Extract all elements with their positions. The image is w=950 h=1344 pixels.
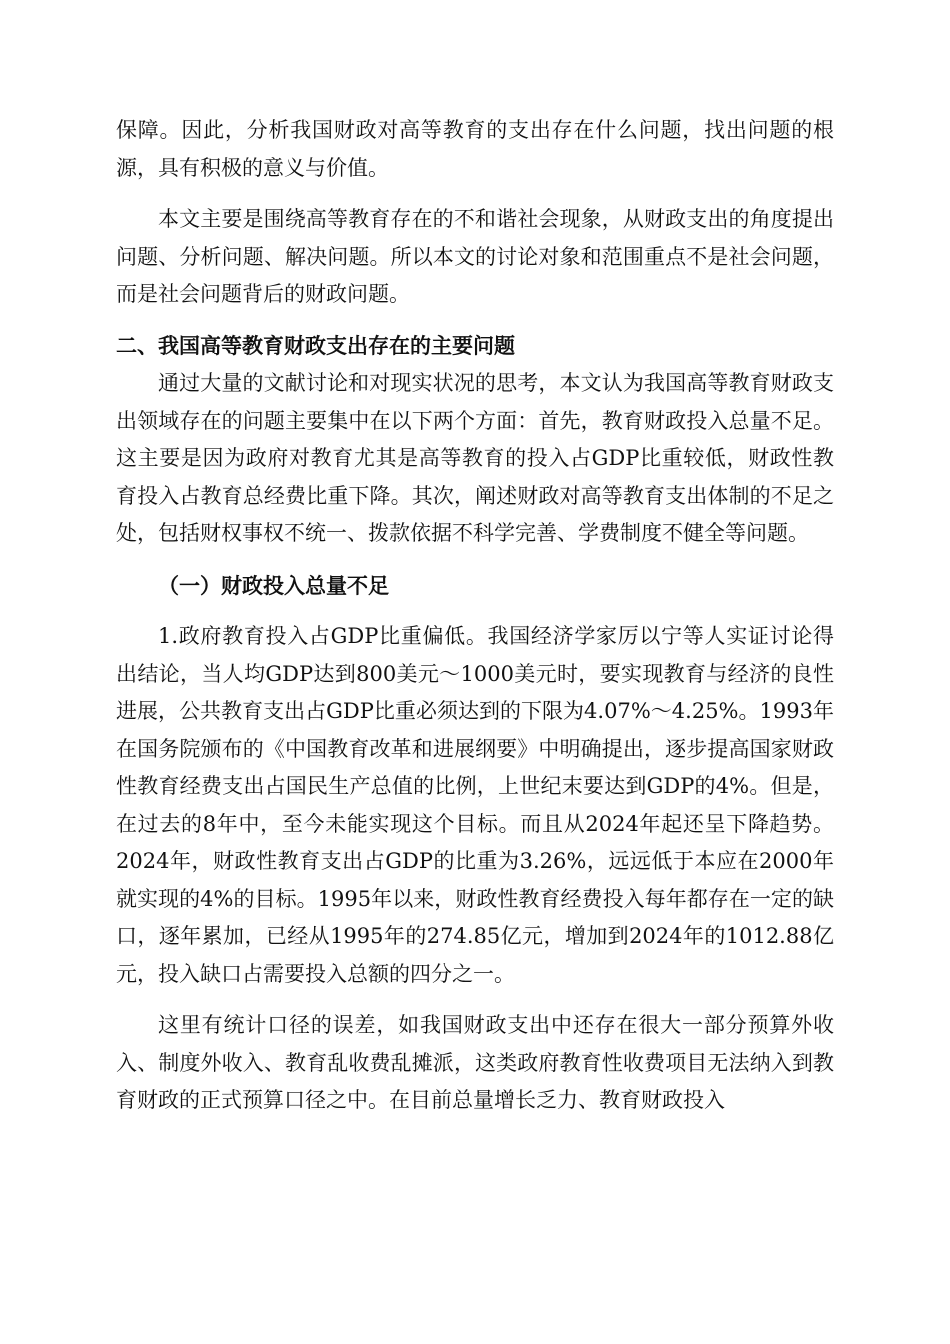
subsection-heading-1: （一）财政投入总量不足 [158,572,389,598]
paragraph-intro-end: 保障。因此，分析我国财政对高等教育的支出存在什么问题，找出问题的根源，具有积极的意义与价值。 [116,118,834,180]
paragraph-gdp-ratio: 1.政府教育投入占GDP比重偏低。我国经济学家厉以宁等人实证讨论得出结论，当人均GDP达到800美元～1000美元时，要实现教育与经济的良性进展，公共教育支出占GDP比重必须达到的下限为4.07%～4.25%。1993年在国务院颁布的《中国教育改革和进展纲要》中明确提出，逐步提高国家财政性教育经费支出占国民生产总值的比例，上世纪末要达到GDP的4%。但是，在过去的8年中，至今未能实现这个目标。而且从2024年起还呈下降趋势。2024年，财政性教育支出占GDP的比重为3.26%，远远低于本应在2000年就实现的4%的目标。1995年以来，财政性教育经费投入每年都存在一定的缺口，逐年累加，已经从1995年的274.85亿元，增加到2024年的1012.88亿元，投入缺口占需要投入总额的四分之一。 [116,624,834,986]
section-heading-2: 二、我国高等教育财政支出存在的主要问题 [116,333,515,358]
paragraph-main-problems: 通过大量的文献讨论和对现实状况的思考，本文认为我国高等教育财政支出领域存在的问题主要集中在以下两个方面：首先，教育财政投入总量不足。这主要是因为政府对教育尤其是高等教育的投入占GDP比重较低，财政性教育投入占教育总经费比重下降。其次，阐述财政对高等教育支出体制的不足之处，包括财权事权不统一、拨款依据不科学完善、学费制度不健全等问题。 [116,371,834,545]
paragraph-statistical-caliber: 这里有统计口径的误差，如我国财政支出中还存在很大一部分预算外收入、制度外收入、教育乱收费乱摊派，这类政府教育性收费项目无法纳入到教育财政的正式预算口径之中。在目前总量增长乏力、教育财政投入 [116,1013,834,1112]
paragraph-scope: 本文主要是围绕高等教育存在的不和谐社会现象，从财政支出的角度提出问题、分析问题、解决问题。所以本文的讨论对象和范围重点不是社会问题，而是社会问题背后的财政问题。 [116,207,834,306]
document-page [116,112,834,1120]
